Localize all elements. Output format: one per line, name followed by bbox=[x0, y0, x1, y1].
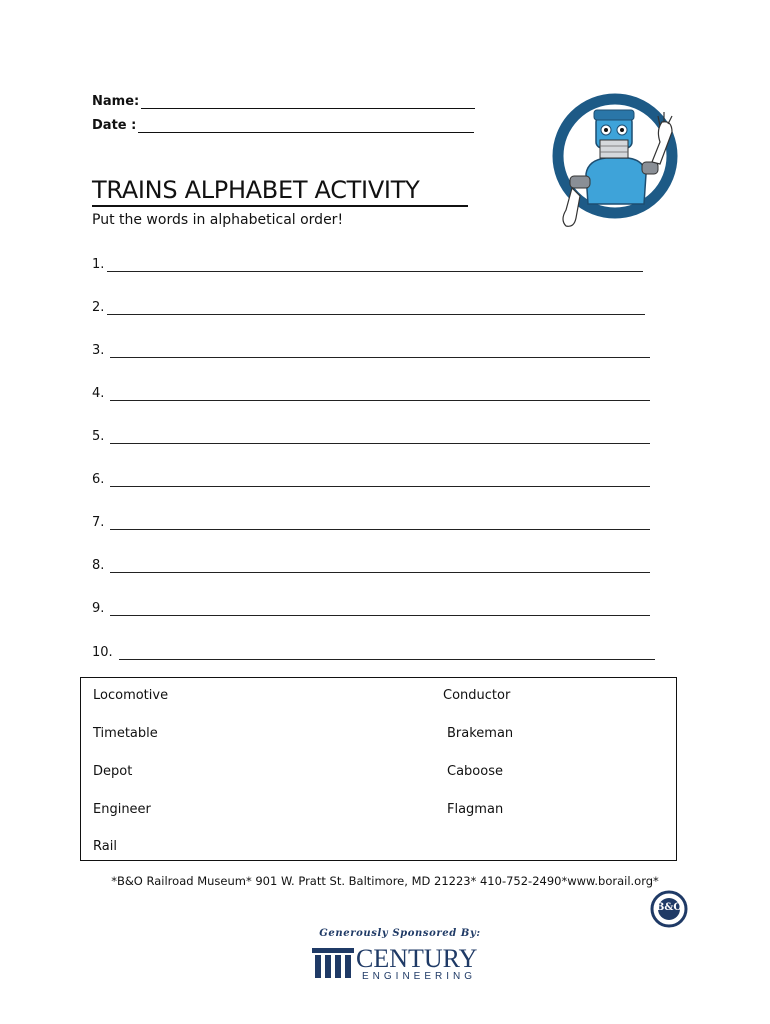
name-field[interactable] bbox=[92, 94, 475, 109]
answer-number: 1. bbox=[92, 257, 105, 272]
answer-line[interactable] bbox=[119, 647, 655, 660]
word-bank-item: Timetable bbox=[93, 726, 158, 741]
answer-line[interactable] bbox=[110, 517, 650, 530]
answer-line[interactable] bbox=[110, 388, 650, 401]
answer-number: 5. bbox=[92, 429, 105, 444]
bo-museum-logo-icon bbox=[650, 890, 688, 928]
answer-number: 2. bbox=[92, 300, 105, 315]
name-line[interactable] bbox=[141, 94, 475, 109]
answer-row-9[interactable] bbox=[92, 601, 650, 616]
answer-number: 10. bbox=[92, 645, 113, 660]
answer-row-6[interactable] bbox=[92, 472, 650, 487]
answer-line[interactable] bbox=[107, 302, 645, 315]
century-engineering-logo bbox=[312, 946, 482, 982]
answer-number: 4. bbox=[92, 386, 105, 401]
museum-address: *B&O Railroad Museum* 901 W. Pratt St. Baltimore, MD 21223* 410-752-2490*www.borail.org* bbox=[111, 874, 659, 888]
answer-line[interactable] bbox=[110, 560, 650, 573]
answer-row-2[interactable] bbox=[92, 300, 645, 315]
answer-row-5[interactable] bbox=[92, 429, 650, 444]
instructions: Put the words in alphabetical order! bbox=[92, 212, 344, 228]
name-label: Name: bbox=[92, 94, 140, 109]
date-field[interactable] bbox=[92, 118, 474, 133]
answer-row-10[interactable] bbox=[92, 645, 655, 660]
word-bank-item: Flagman bbox=[447, 802, 504, 817]
word-bank bbox=[80, 677, 677, 861]
answer-row-4[interactable] bbox=[92, 386, 650, 401]
robot-mascot-icon bbox=[548, 92, 688, 232]
century-columns-logo-icon bbox=[312, 948, 354, 978]
museum-badge-text: B&O bbox=[655, 902, 683, 913]
date-label: Date : bbox=[92, 118, 137, 133]
answer-row-1[interactable] bbox=[92, 257, 643, 272]
sponsor-label: Generously Sponsored By: bbox=[319, 928, 481, 939]
answer-line[interactable] bbox=[110, 345, 650, 358]
answer-line[interactable] bbox=[110, 431, 650, 444]
word-bank-item: Locomotive bbox=[93, 688, 169, 703]
word-bank-item: Engineer bbox=[93, 802, 151, 817]
answer-row-7[interactable] bbox=[92, 515, 650, 530]
answer-line[interactable] bbox=[107, 259, 643, 272]
answer-number: 3. bbox=[92, 343, 105, 358]
sponsor-subname: ENGINEERING bbox=[362, 971, 477, 982]
answer-number: 8. bbox=[92, 558, 105, 573]
answer-line[interactable] bbox=[110, 474, 650, 487]
answer-line[interactable] bbox=[110, 603, 650, 616]
page-title: TRAINS ALPHABET ACTIVITY bbox=[92, 176, 468, 207]
answer-number: 6. bbox=[92, 472, 105, 487]
word-bank-item: Brakeman bbox=[447, 726, 514, 741]
word-bank-item: Rail bbox=[93, 839, 117, 854]
word-bank-item: Conductor bbox=[443, 688, 511, 703]
answer-number: 7. bbox=[92, 515, 105, 530]
answer-row-8[interactable] bbox=[92, 558, 650, 573]
answer-row-3[interactable] bbox=[92, 343, 650, 358]
sponsor-name: CENTURY bbox=[356, 944, 478, 973]
date-line[interactable] bbox=[138, 118, 474, 133]
answer-number: 9. bbox=[92, 601, 105, 616]
word-bank-item: Caboose bbox=[447, 764, 503, 779]
word-bank-item: Depot bbox=[93, 764, 133, 779]
